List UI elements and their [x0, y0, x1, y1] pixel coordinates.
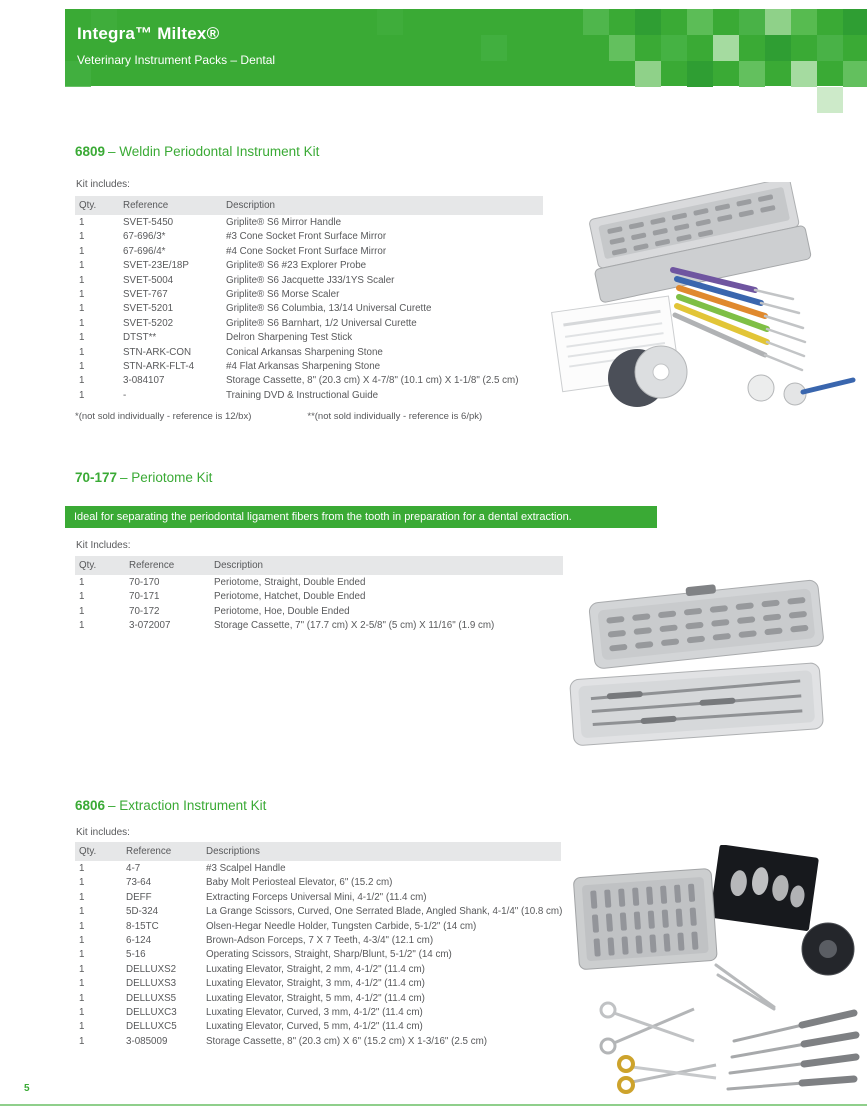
table-cell: 1 — [79, 992, 85, 1004]
table-cell: 1 — [79, 963, 85, 975]
table-cell: 1 — [79, 591, 85, 603]
product-name: – Weldin Periodontal Instrument Kit — [108, 144, 320, 159]
footnote — [75, 411, 482, 422]
table-cell: 1 — [79, 906, 85, 918]
table-row — [75, 589, 563, 603]
table-row — [75, 1019, 561, 1033]
table-cell: 70-172 — [129, 605, 160, 617]
table-row — [75, 575, 563, 589]
table-cell: 1 — [79, 231, 85, 243]
table-cell: 1 — [79, 978, 85, 990]
table-cell: DELLUXS2 — [126, 963, 177, 975]
table-cell: 1 — [79, 891, 85, 903]
table-cell: 1 — [79, 375, 85, 387]
table-cell: 3-085009 — [126, 1035, 168, 1047]
table-cell: #4 Cone Socket Front Surface Mirror — [226, 245, 387, 257]
table-row — [75, 919, 561, 933]
table-row — [75, 316, 543, 330]
table-cell: 70-170 — [129, 577, 160, 588]
table-row — [75, 215, 543, 229]
table-cell: 1 — [79, 949, 85, 961]
table-cell: 1 — [79, 361, 85, 373]
periodontal-kit-illustration — [545, 182, 863, 417]
table-row — [75, 991, 561, 1005]
table-row — [75, 976, 561, 990]
table-cell: SVET-767 — [123, 289, 168, 301]
product-photo-6806 — [566, 845, 866, 1102]
table-cell: 1 — [79, 577, 85, 588]
table-header-row — [75, 842, 561, 861]
table-row — [75, 861, 561, 875]
table-row — [75, 618, 563, 632]
table-cell: 1 — [79, 877, 85, 889]
table-row — [75, 875, 561, 889]
table-cell: DEFF — [126, 891, 152, 903]
table-cell: Luxating Elevator, Straight, 2 mm, 4-1/2" (11.4 cm) — [206, 963, 425, 975]
table-cell: Olsen-Hegar Needle Holder, Tungsten Carbide, 5-1/2" (14 cm) — [206, 920, 477, 932]
table-cell: 1 — [79, 217, 85, 228]
page-header — [65, 9, 867, 86]
kit-table-70-177 — [75, 556, 563, 633]
table-header-row — [75, 196, 543, 215]
table-cell: 1 — [79, 289, 85, 301]
column-header: Qty. — [75, 196, 119, 215]
table-cell: #3 Cone Socket Front Surface Mirror — [226, 231, 387, 243]
table-cell: #3 Scalpel Handle — [206, 863, 286, 874]
table-cell: Periotome, Hoe, Double Ended — [214, 605, 350, 617]
table-cell: Griplite® S6 Columbia, 13/14 Universal Curette — [226, 303, 432, 315]
table-cell: 1 — [79, 1007, 85, 1019]
product-code: 6806 — [75, 798, 106, 813]
table-cell: 67-696/3* — [123, 231, 166, 243]
table-cell: La Grange Scissors, Curved, One Serrated Blade, Angled Shank, 4-1/4" (10.8 cm) — [206, 906, 563, 918]
column-header: Description — [210, 556, 563, 575]
table-cell: 5-16 — [126, 949, 146, 961]
table-cell: 1 — [79, 274, 85, 286]
table-row — [75, 258, 543, 272]
table-cell: STN-ARK-CON — [123, 346, 192, 358]
product-name: – Extraction Instrument Kit — [108, 798, 267, 813]
table-row — [75, 373, 543, 387]
table-cell: Griplite® S6 #23 Explorer Probe — [226, 260, 367, 272]
table-cell: Periotome, Straight, Double Ended — [214, 577, 366, 588]
table-cell: Conical Arkansas Sharpening Stone — [226, 346, 383, 358]
table-cell: Luxating Elevator, Curved, 3 mm, 4-1/2" (11.4 cm) — [206, 1007, 423, 1019]
table-cell: 70-171 — [129, 591, 160, 603]
page-number: 5 — [24, 1083, 30, 1094]
column-header: Descriptions — [202, 842, 561, 861]
table-cell: SVET-5202 — [123, 317, 174, 329]
table-cell: SVET-23E/18P — [123, 260, 189, 272]
table-cell: 1 — [79, 260, 85, 272]
table-cell: Periotome, Hatchet, Double Ended — [214, 591, 366, 603]
table-row — [75, 273, 543, 287]
table-cell: 1 — [79, 605, 85, 617]
table-cell: Griplite® S6 Jacquette J33/1YS Scaler — [226, 274, 395, 286]
table-cell: DELLUXC3 — [126, 1007, 177, 1019]
table-cell: Griplite® S6 Mirror Handle — [226, 217, 342, 228]
brand-title: Integra™ Miltex® — [77, 24, 220, 43]
table-cell: 3-084107 — [123, 375, 165, 387]
bottom-rule — [0, 1104, 867, 1106]
section-title-6806 — [75, 798, 266, 813]
table-cell: Luxating Elevator, Straight, 3 mm, 4-1/2" (11.4 cm) — [206, 978, 425, 990]
section-title-70-177 — [75, 470, 212, 485]
kit-includes-label: Kit Includes: — [76, 540, 131, 551]
product-code: 6809 — [75, 144, 106, 159]
table-cell: 1 — [79, 863, 85, 874]
table-cell: DTST** — [123, 332, 157, 344]
table-row — [75, 604, 563, 618]
table-row — [75, 962, 561, 976]
table-row — [75, 244, 543, 258]
table-row — [75, 330, 543, 344]
table-row — [75, 904, 561, 918]
table-cell: 1 — [79, 620, 85, 632]
column-header: Reference — [119, 196, 222, 215]
section-title-6809 — [75, 144, 319, 159]
table-cell: SVET-5450 — [123, 217, 174, 228]
kit-table-6806 — [75, 842, 561, 1048]
table-cell: 8-15TC — [126, 920, 159, 932]
column-header: Qty. — [75, 556, 125, 575]
column-header: Qty. — [75, 842, 122, 861]
table-cell: Griplite® S6 Barnhart, 1/2 Universal Curette — [226, 317, 417, 329]
table-cell: 67-696/4* — [123, 245, 166, 257]
page-subtitle: Veterinary Instrument Packs – Dental — [77, 53, 276, 67]
table-cell: Brown-Adson Forceps, 7 X 7 Teeth, 4-3/4" (12.1 cm) — [206, 935, 434, 947]
footnote-2: **(not sold individually - reference is 6/pk) — [307, 411, 483, 422]
table-row — [75, 890, 561, 904]
product-name: – Periotome Kit — [120, 470, 213, 485]
table-row — [75, 359, 543, 373]
table-cell: Baby Molt Periosteal Elevator, 6" (15.2 cm) — [206, 877, 393, 889]
kit-table-6809 — [75, 196, 543, 402]
table-cell: - — [123, 389, 127, 401]
table-row — [75, 933, 561, 947]
footnote-1: *(not sold individually - reference is 12/bx) — [75, 411, 252, 422]
table-cell: Operating Scissors, Straight, Sharp/Blunt, 5-1/2" (14 cm) — [206, 949, 452, 961]
table-cell: 1 — [79, 317, 85, 329]
table-cell: 1 — [79, 1035, 85, 1047]
table-row — [75, 301, 543, 315]
table-row — [75, 947, 561, 961]
table-cell: Luxating Elevator, Curved, 5 mm, 4-1/2" (11.4 cm) — [206, 1021, 423, 1033]
table-header-row — [75, 556, 563, 575]
table-cell: Storage Cassette, 7" (17.7 cm) X 2-5/8" (5 cm) X 11/16" (1.9 cm) — [214, 620, 495, 632]
table-cell: DELLUXS5 — [126, 992, 177, 1004]
table-cell: Storage Cassette, 8" (20.3 cm) X 6" (15.2 cm) X 1-3/16" (2.5 cm) — [206, 1035, 488, 1047]
product-code: 70-177 — [75, 470, 118, 485]
table-cell: DELLUXS3 — [126, 978, 177, 990]
table-cell: 1 — [79, 935, 85, 947]
table-cell: 4-7 — [126, 863, 141, 874]
table-row — [75, 345, 543, 359]
table-cell: Storage Cassette, 8" (20.3 cm) X 4-7/8" (10.1 cm) X 1-1/8" (2.5 cm) — [226, 375, 519, 387]
table-cell: 1 — [79, 346, 85, 358]
table-row — [75, 229, 543, 243]
table-cell: Extracting Forceps Universal Mini, 4-1/2" (11.4 cm) — [206, 891, 427, 903]
table-cell: 73-64 — [126, 877, 152, 889]
table-cell: 1 — [79, 389, 85, 401]
table-cell: 5D-324 — [126, 906, 159, 918]
product-photo-6809 — [545, 182, 863, 422]
table-row — [75, 388, 543, 402]
table-cell: 1 — [79, 245, 85, 257]
table-cell: Luxating Elevator, Straight, 5 mm, 4-1/2" (11.4 cm) — [206, 992, 425, 1004]
extraction-kit-illustration — [566, 845, 866, 1097]
product-photo-70-177 — [550, 575, 862, 765]
kit-includes-label: Kit includes: — [76, 179, 130, 190]
table-cell: STN-ARK-FLT-4 — [123, 361, 195, 373]
table-cell: 1 — [79, 1021, 85, 1033]
column-header: Reference — [122, 842, 202, 861]
table-cell: 3-072007 — [129, 620, 171, 632]
table-cell: Delron Sharpening Test Stick — [226, 332, 353, 344]
kit-includes-label: Kit includes: — [76, 827, 130, 838]
column-header: Reference — [125, 556, 210, 575]
table-cell: SVET-5004 — [123, 274, 174, 286]
column-header: Description — [222, 196, 543, 215]
table-cell: SVET-5201 — [123, 303, 174, 315]
table-row — [75, 287, 543, 301]
table-cell: DELLUXC5 — [126, 1021, 177, 1033]
table-cell: 6-124 — [126, 935, 152, 947]
table-cell: 1 — [79, 920, 85, 932]
table-cell: Training DVD & Instructional Guide — [226, 389, 379, 401]
table-cell: Griplite® S6 Morse Scaler — [226, 289, 340, 301]
table-cell: 1 — [79, 332, 85, 344]
table-row — [75, 1005, 561, 1019]
table-row — [75, 1034, 561, 1048]
table-cell: 1 — [79, 303, 85, 315]
feature-banner: Ideal for separating the periodontal ligament fibers from the tooth in preparation for a dental extraction. — [65, 506, 657, 528]
periotome-kit-illustration — [550, 575, 862, 760]
table-cell: #4 Flat Arkansas Sharpening Stone — [226, 361, 381, 373]
